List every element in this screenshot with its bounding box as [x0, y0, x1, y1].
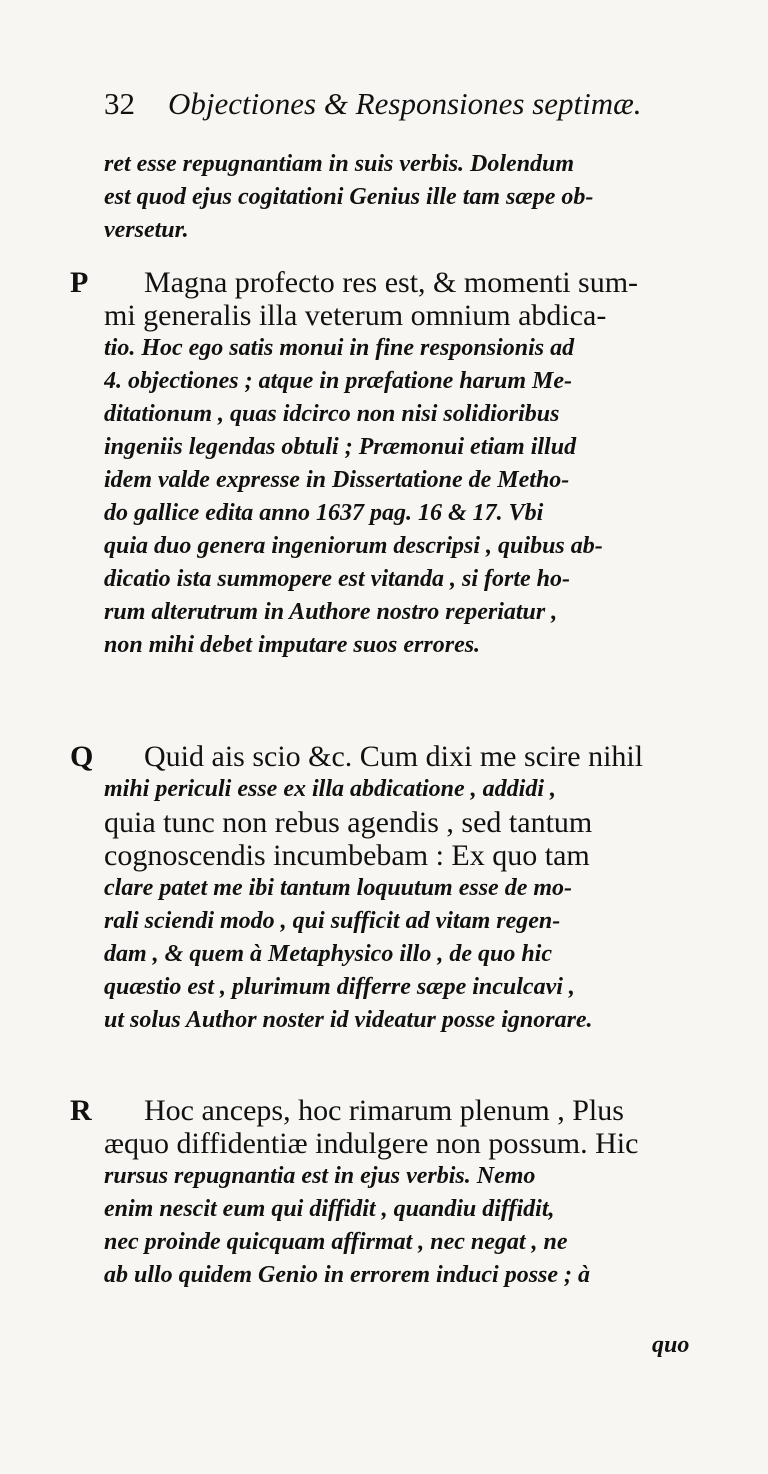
margin-letter-p: P	[70, 266, 89, 299]
text-line: cognoscendis incumbebam : Ex quo tam	[104, 839, 590, 872]
text-line: dicatio ista summopere est vitanda , si forte ho-	[104, 566, 570, 592]
text-line: clare patet me ibi tantum loquutum esse de mo-	[104, 875, 572, 901]
page-header	[104, 86, 744, 136]
paragraph-p	[104, 266, 710, 662]
text-line: Hoc anceps, hoc rimarum plenum , Plus	[144, 1094, 624, 1127]
text-line: dam , & quem à Metaphysico illo , de quo hic	[104, 941, 552, 967]
page-number: 32	[104, 86, 135, 121]
text-line: versetur.	[104, 217, 189, 243]
margin-letter-r: R	[70, 1094, 92, 1127]
text-line: non mihi debet imputare suos errores.	[104, 632, 481, 658]
paragraph-q	[104, 740, 710, 1037]
text-line: quia duo genera ingeniorum descripsi , quibus ab-	[104, 533, 603, 559]
margin-letter-q: Q	[70, 740, 94, 773]
text-line: æquo diffidentiæ indulgere non possum. Hic	[104, 1127, 639, 1160]
text-line: mihi periculi esse ex illa abdicatione , addidi ,	[104, 776, 556, 802]
text-line: mi generalis illa veterum omnium abdica-	[104, 299, 607, 332]
text-line: ab ullo quidem Genio in errorem induci posse ; à	[104, 1262, 591, 1288]
text-line: Quid ais scio &c. Cum dixi me scire nihil	[144, 740, 644, 773]
intro-paragraph	[104, 148, 710, 247]
text-line: idem valde expresse in Dissertatione de Metho-	[104, 467, 570, 493]
text-line: enim nescit eum qui diffidit , quandiu diffidit,	[104, 1196, 555, 1222]
text-line: nec proinde quicquam affirmat , nec negat , ne	[104, 1229, 568, 1255]
text-line: 4. objectiones ; atque in præfatione harum Me-	[104, 368, 573, 394]
text-line: quæstio est , plurimum differre sæpe inculcavi ,	[104, 974, 575, 1000]
paragraph-r	[104, 1094, 710, 1292]
text-line: est quod ejus cogitationi Genius ille tam sæpe ob-	[104, 184, 594, 210]
text-line: ditationum , quas idcirco non nisi solidioribus	[104, 401, 560, 427]
text-line: ret esse repugnantiam in suis verbis. Dolendum	[104, 151, 575, 177]
text-line: ut solus Author noster id videatur posse ignorare.	[104, 1007, 593, 1033]
text-line: tio. Hoc ego satis monui in fine responsionis ad	[104, 335, 575, 361]
running-title: Objectiones & Responsiones septimæ.	[168, 86, 642, 121]
text-line: rursus repugnantia est in ejus verbis. Nemo	[104, 1163, 536, 1189]
catchword: quo	[652, 1332, 690, 1358]
text-line: quia tunc non rebus agendis , sed tantum	[104, 806, 593, 839]
text-line: Magna profecto res est, & momenti sum-	[144, 266, 639, 299]
text-line: do gallice edita anno 1637 pag. 16 & 17. Vbi	[104, 500, 544, 526]
text-line: ingeniis legendas obtuli ; Præmonui etiam illud	[104, 434, 577, 460]
text-line: rali sciendi modo , qui sufficit ad vitam regen-	[104, 908, 561, 934]
text-line: rum alterutrum in Authore nostro reperiatur ,	[104, 599, 558, 625]
